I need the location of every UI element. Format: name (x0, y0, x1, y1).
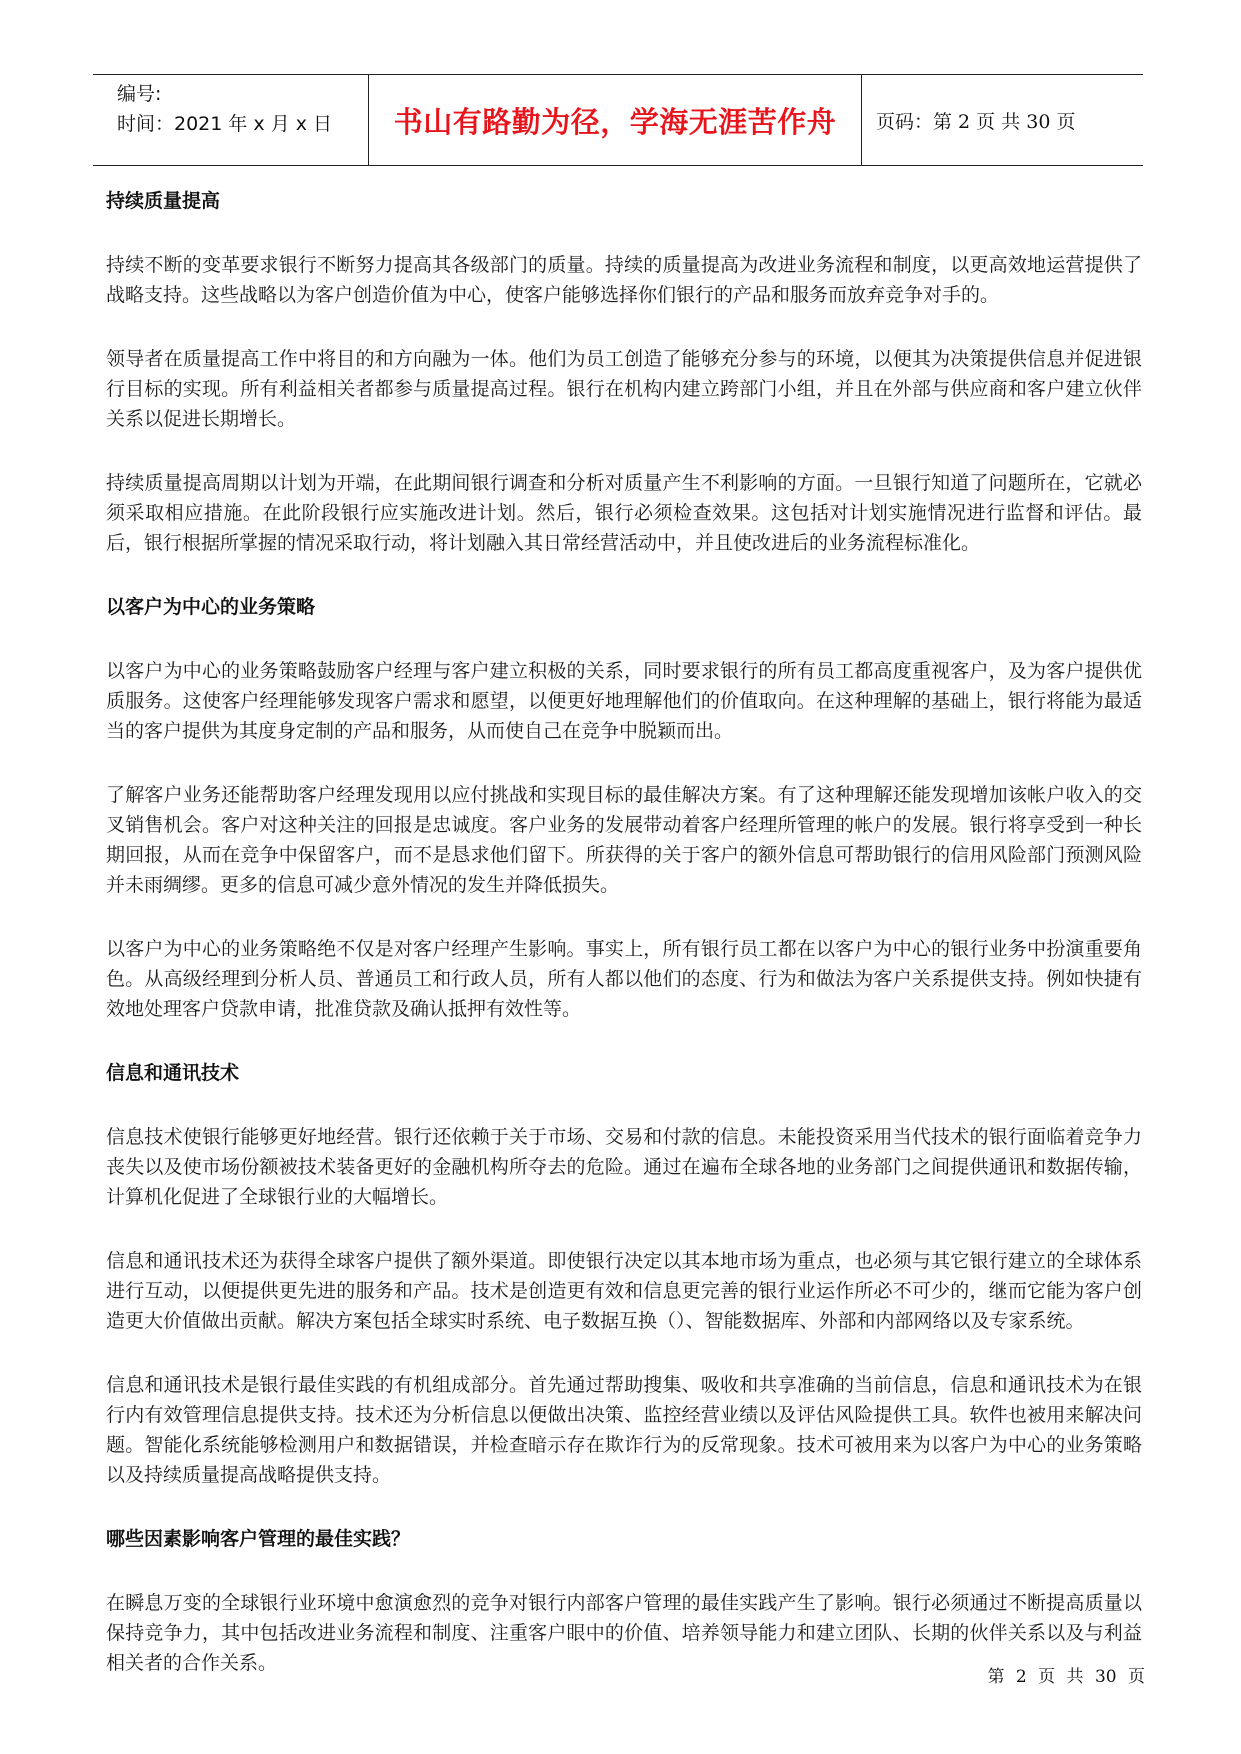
paragraph: 信息和通讯技术还为获得全球客户提供了额外渠道。即使银行决定以其本地市场为重点，也必须与其它银行建立的全球体系进行互动，以便提供更先进的服务和产品。技术是创造更有效和信息更完善的银行业运作所必不可少的，继而它能为客户创造更大价值做出贡献。解决方案包括全球实时系统、电子数据互换（）、智能数据库、外部和内部网络以及专家系统。 (106, 1250, 1142, 1332)
section-heading: 信息和通讯技术 (106, 1062, 240, 1084)
paragraph: 持续不断的变革要求银行不断努力提高其各级部门的质量。持续的质量提高为改进业务流程和制度，以更高效地运营提供了战略支持。这些战略以为客户创造价值为中心，使客户能够选择你们银行的产品和服务而放弃竞争对手的。 (106, 254, 1142, 306)
section-factors (106, 1524, 1142, 1678)
paragraph: 领导者在质量提高工作中将目的和方向融为一体。他们为员工创造了能够充分参与的环境，以便其为决策提供信息并促进银行目标的实现。所有利益相关者都参与质量提高过程。银行在机构内建立跨部门小组，并且在外部与供应商和客户建立伙伴关系以促进长期增长。 (106, 348, 1142, 430)
paragraph: 信息和通讯技术是银行最佳实践的有机组成部分。首先通过帮助搜集、吸收和共享准确的当前信息，信息和通讯技术为在银行内有效管理信息提供支持。技术还为分析信息以便做出决策、监控经营业绩以及评估风险提供工具。软件也被用来解决问题。智能化系统能够检测用户和数据错误，并检查暗示存在欺诈行为的反常现象。技术可被用来为以客户为中心的业务策略以及持续质量提高战略提供支持。 (106, 1374, 1142, 1486)
header-info-cell (93, 75, 369, 165)
section-customer-strategy (106, 592, 1142, 1024)
section-heading: 哪些因素影响客户管理的最佳实践？ (106, 1528, 411, 1550)
paragraph: 信息技术使银行能够更好地经营。银行还依赖于关于市场、交易和付款的信息。未能投资采用当代技术的银行面临着竞争力丧失以及使市场份额被技术装备更好的金融机构所夺去的危险。通过在遍布全球各地的业务部门之间提供通讯和数据传输，计算机化促进了全球银行业的大幅增长。 (106, 1126, 1142, 1208)
paragraph: 以客户为中心的业务策略鼓励客户经理与客户建立积极的关系，同时要求银行的所有员工都高度重视客户，及为客户提供优质服务。这使客户经理能够发现客户需求和愿望，以便更好地理解他们的价值取向。在这种理解的基础上，银行将能为最适当的客户提供为其度身定制的产品和服务，从而使自己在竞争中脱颖而出。 (106, 660, 1142, 742)
section-quality (106, 186, 1142, 558)
section-heading: 持续质量提高 (106, 190, 221, 212)
document-time-label: 时间：2021 年 x 月 x 日 (117, 113, 333, 135)
paragraph: 在瞬息万变的全球银行业环境中愈演愈烈的竞争对银行内部客户管理的最佳实践产生了影响。银行必须通过不断提高质量以保持竞争力，其中包括改进业务流程和制度、注重客户眼中的价值、培养领导能力和建立团队、长期的伙伴关系以及与利益相关者的合作关系。 (106, 1592, 1142, 1674)
paragraph: 持续质量提高周期以计划为开端，在此期间银行调查和分析对质量产生不利影响的方面。一旦银行知道了问题所在，它就必须采取相应措施。在此阶段银行应实施改进计划。然后，银行必须检查效果。这包括对计划实施情况进行监督和评估。最后，银行根据所掌握的情况采取行动，将计划融入其日常经营活动中，并且使改进后的业务流程标准化。 (106, 472, 1142, 554)
header-motto: 书山有路勤为径，学海无涯苦作舟 (369, 75, 862, 165)
document-body (106, 186, 1142, 1712)
section-heading: 以客户为中心的业务策略 (106, 596, 316, 618)
page-footer-number: 第 2 页 共 30 页 (987, 1667, 1145, 1687)
document-number-label: 编号: (117, 83, 162, 105)
paragraph: 了解客户业务还能帮助客户经理发现用以应付挑战和实现目标的最佳解决方案。有了这种理解还能发现增加该帐户收入的交叉销售机会。客户对这种关注的回报是忠诚度。客户业务的发展带动着客户经理所管理的帐户的发展。银行将享受到一种长期回报，从而在竞争中保留客户，而不是恳求他们留下。所获得的关于客户的额外信息可帮助银行的信用风险部门预测风险并未雨绸缪。更多的信息可减少意外情况的发生并降低损失。 (106, 784, 1142, 896)
section-ict (106, 1058, 1142, 1490)
page-header (93, 74, 1143, 166)
paragraph: 以客户为中心的业务策略绝不仅是对客户经理产生影响。事实上，所有银行员工都在以客户为中心的银行业务中扮演重要角色。从高级经理到分析人员、普通员工和行政人员，所有人都以他们的态度、行为和做法为客户关系提供支持。例如快捷有效地处理客户贷款申请，批准贷款及确认抵押有效性等。 (106, 938, 1142, 1020)
header-page-info: 页码：第 2 页 共 30 页 (876, 110, 1076, 133)
